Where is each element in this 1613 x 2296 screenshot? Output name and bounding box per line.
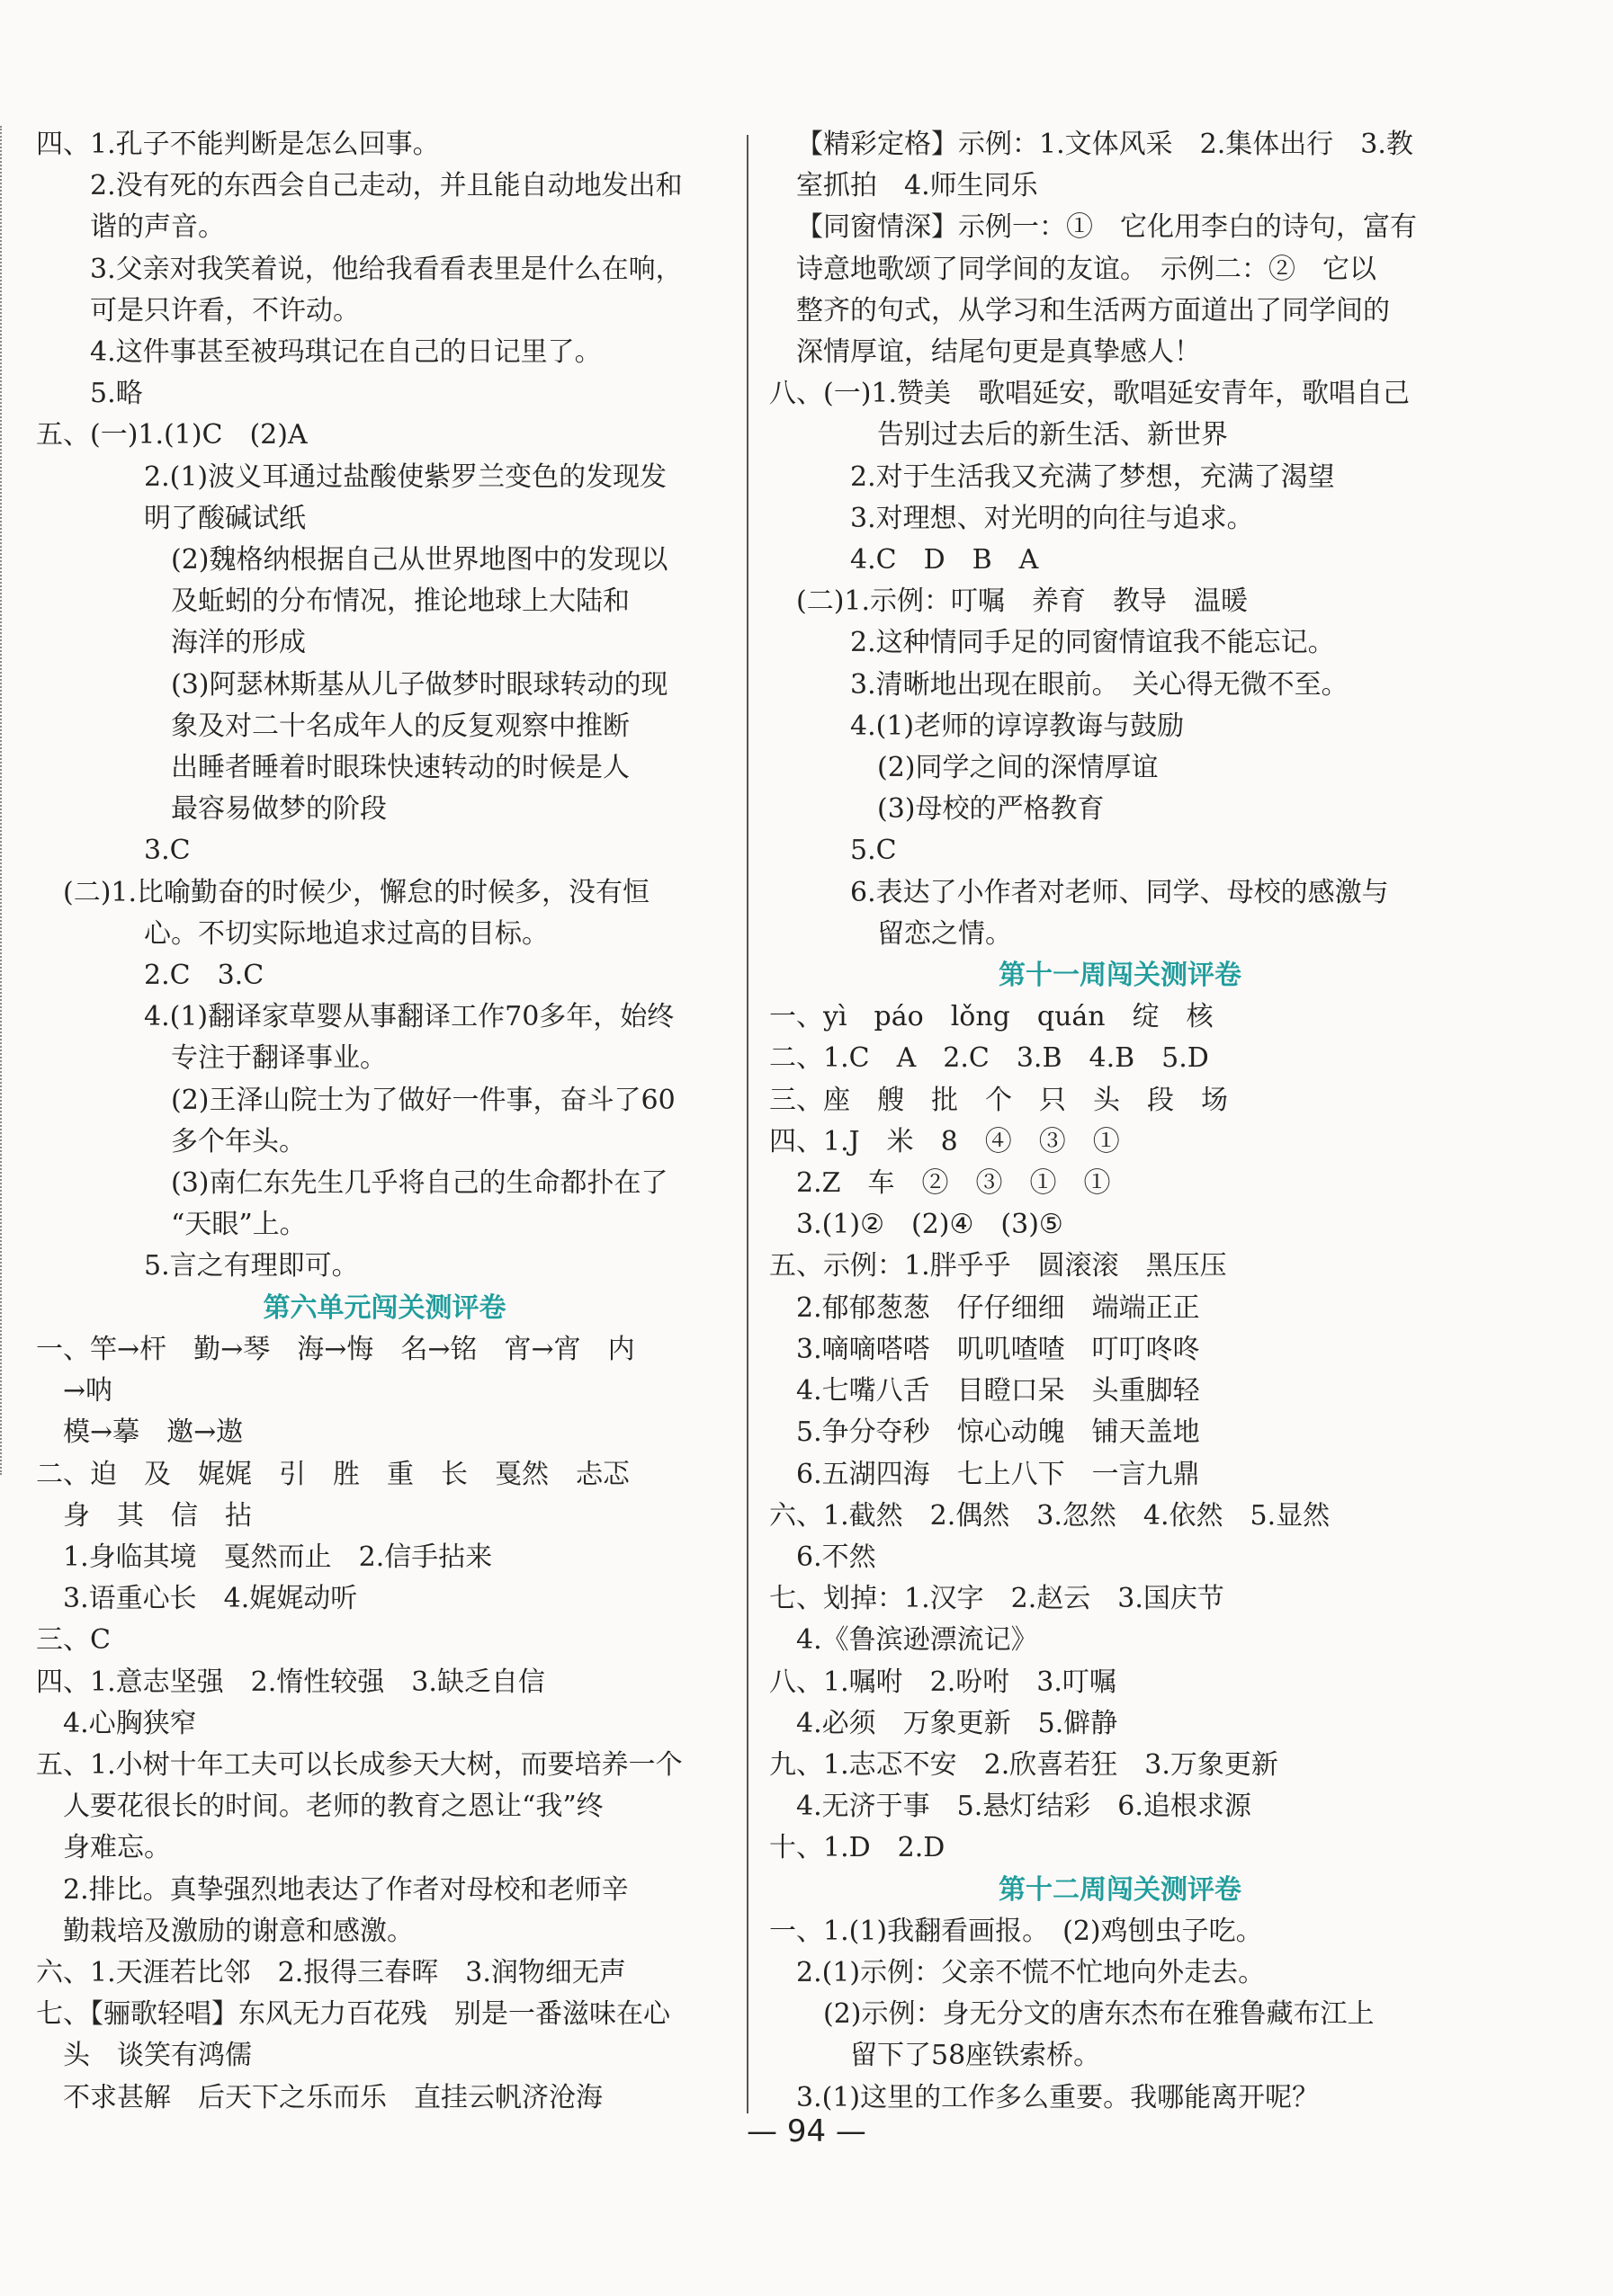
answer-line: 模→摹 邀→遨: [63, 1416, 244, 1449]
answer-line: 6.不然: [796, 1541, 876, 1573]
answer-line: 4.C D B A: [850, 544, 1039, 576]
answer-line: 3.清晰地出现在眼前。 关心得无微不至。: [850, 668, 1349, 701]
answer-line: 【精彩定格】示例：1.文体风采 2.集体出行 3.教: [796, 129, 1413, 160]
answer-line: (2)魏格纳根据自己从世界地图中的发现以: [171, 544, 668, 576]
answer-line: (3)南仁东先生几乎将自己的生命都扑在了: [171, 1167, 668, 1200]
answer-line: 及蚯蚓的分布情况，推论地球上大陆和: [171, 585, 630, 618]
answer-line: 4.(1)老师的谆谆教诲与鼓励: [850, 710, 1185, 742]
answer-line: 五、1.小树十年工夫可以长成参天大树，而要培养一个: [36, 1748, 683, 1781]
answer-line: 【同窗情深】示例一：① 它化用李白的诗句，富有: [796, 211, 1417, 244]
answer-line: 六、1.天涯若比邻 2.报得三春晖 3.润物细无声: [36, 1956, 626, 1988]
answer-line: 留恋之情。: [877, 917, 1012, 950]
answer-line: 海洋的形成: [171, 627, 306, 659]
answer-line: (2)王泽山院士为了做好一件事，奋斗了60: [171, 1084, 676, 1116]
answer-line: 一、yì páo lǒng quán 绽 核: [769, 1001, 1214, 1033]
answer-line: 2.(1)波义耳通过盐酸使紫罗兰变色的发现发: [144, 460, 668, 493]
answer-line: 3.(1)这里的工作多么重要。我哪能离开呢？: [796, 2081, 1320, 2113]
answer-line: 诗意地歌颂了同学间的友谊。 示例二：② 它以: [796, 253, 1376, 285]
answer-line: 头 谈笑有鸿儒: [63, 2040, 252, 2072]
binding-edge: [0, 126, 4, 1475]
answer-line: 2.郁郁葱葱 仔仔细细 端端正正: [796, 1291, 1200, 1324]
answer-line: 五、示例：1.胖乎乎 圆滚滚 黑压压: [769, 1250, 1227, 1282]
answer-line: 4.《鲁滨逊漂流记》: [796, 1624, 1038, 1657]
answer-line: 象及对二十名成年人的反复观察中推断: [171, 710, 630, 742]
answer-line: 3.(1)② (2)④ (3)⑤: [796, 1209, 1063, 1241]
answer-line: 2.这种情同手足的同窗情谊我不能忘记。: [850, 627, 1335, 659]
page-number: — 94 —: [747, 2113, 866, 2149]
answer-line: (3)阿瑟林斯基从儿子做梦时眼球转动的现: [171, 668, 668, 701]
right-column: [769, 124, 1471, 2119]
answer-line: 勤栽培及激励的谢意和感激。: [63, 1915, 414, 1947]
answer-line: 4.这件事甚至被玛琪记在自己的日记里了。: [90, 336, 602, 369]
answer-line: 人要花很长的时间。老师的教育之恩让“我”终: [63, 1791, 604, 1823]
answer-line: 4.无济于事 5.悬灯结彩 6.追根求源: [796, 1791, 1251, 1823]
answer-line: (2)示例：身无分文的唐东杰布在雅鲁藏布江上: [823, 1998, 1375, 2031]
answer-line: 三、C: [36, 1624, 111, 1657]
answer-line: 出睡者睡着时眼珠快速转动的时候是人: [171, 752, 630, 784]
answer-line: 4.七嘴八舌 目瞪口呆 头重脚轻: [796, 1375, 1200, 1407]
answer-line: 专注于翻译事业。: [171, 1042, 387, 1075]
answer-line: (二)1.比喻勤奋的时候少，懈怠的时候多，没有恒: [63, 876, 650, 908]
answer-line: 四、1.孔子不能判断是怎么回事。: [36, 129, 440, 160]
answer-line: 整齐的句式，从学习和生活两方面道出了同学间的: [796, 294, 1390, 326]
answer-line: 4.必须 万象更新 5.僻静: [796, 1707, 1118, 1739]
answer-line: 6.五湖四海 七上八下 一言九鼎: [796, 1458, 1200, 1490]
answer-line: 5.言之有理即可。: [144, 1250, 359, 1282]
answer-line: 明了酸碱试纸: [144, 502, 306, 534]
answer-line: 2.没有死的东西会自己走动，并且能自动地发出和: [90, 170, 683, 202]
answer-line: 二、迫 及 娓娓 引 胜 重 长 戛然 忐忑: [36, 1458, 630, 1490]
answer-line: 身 其 信 拈: [63, 1499, 252, 1532]
answer-line: 心。不切实际地追求过高的目标。: [144, 917, 549, 950]
left-column: [36, 124, 733, 2119]
answer-line: 室抓拍 4.师生同乐: [796, 170, 1038, 202]
answer-line: 可是只许看，不许动。: [90, 294, 360, 326]
answer-line: 深情厚谊，结尾句更是真挚感人！: [796, 336, 1201, 369]
answer-line: 五、(一)1.(1)C (2)A: [36, 419, 308, 451]
answer-line: 留下了58座铁索桥。: [850, 2040, 1101, 2072]
answer-line: 4.(1)翻译家草婴从事翻译工作70多年，始终: [144, 1001, 675, 1033]
answer-line: 告别过去后的新生活、新世界: [877, 419, 1228, 451]
answer-line: (二)1.示例：叮嘱 养育 教导 温暖: [796, 585, 1249, 618]
answer-line: 七、【骊歌轻唱】东风无力百花残 别是一番滋味在心: [36, 1998, 670, 2031]
answer-line: 4.心胸狭窄: [63, 1707, 197, 1739]
section-heading: 第十二周闯关测评卷: [999, 1873, 1241, 1906]
answer-line: 一、竿→杆 勤→琴 海→悔 名→铭 宵→宵 内: [36, 1333, 635, 1365]
answer-line: 最容易做梦的阶段: [171, 793, 387, 826]
answer-line: 3.C: [144, 835, 191, 867]
answer-line: (3)母校的严格教育: [877, 793, 1105, 826]
answer-line: 3.对理想、对光明的向往与追求。: [850, 502, 1254, 534]
answer-line: 3.嘀嘀嗒嗒 叽叽喳喳 叮叮咚咚: [796, 1333, 1200, 1365]
answer-line: 3.语重心长 4.娓娓动听: [63, 1583, 358, 1615]
answer-line: 多个年头。: [171, 1125, 306, 1157]
answer-line: 三、座 艘 批 个 只 头 段 场: [769, 1084, 1228, 1116]
answer-line: 二、1.C A 2.C 3.B 4.B 5.D: [769, 1042, 1209, 1075]
answer-line: 2.C 3.C: [144, 960, 264, 992]
answer-line: 2.Z 车 ② ③ ① ①: [796, 1167, 1111, 1200]
answer-line: “天眼”上。: [171, 1209, 307, 1241]
section-heading: 第六单元闯关测评卷: [263, 1291, 506, 1324]
answer-line: 6.表达了小作者对老师、同学、母校的感激与: [850, 876, 1389, 908]
answer-line: 八、1.嘱咐 2.吩咐 3.叮嘱: [769, 1666, 1116, 1698]
answer-line: 3.父亲对我笑着说，他给我看看表里是什么在响，: [90, 253, 683, 285]
answer-line: 不求甚解 后天下之乐而乐 直挂云帆济沧海: [63, 2081, 603, 2113]
answer-line: 四、1.意志坚强 2.惰性较强 3.缺乏自信: [36, 1666, 545, 1698]
answer-line: 身难忘。: [63, 1832, 171, 1864]
answer-line: →呐: [63, 1375, 113, 1407]
answer-line: 2.排比。真挚强烈地表达了作者对母校和老师辛: [63, 1873, 629, 1906]
answer-line: 八、(一)1.赞美 歌唱延安，歌唱延安青年，歌唱自己: [769, 378, 1411, 410]
answer-line: 5.略: [90, 378, 143, 410]
answer-line: 十、1.D 2.D: [769, 1832, 945, 1864]
answer-line: 六、1.截然 2.偶然 3.忽然 4.依然 5.显然: [769, 1499, 1331, 1532]
section-heading: 第十一周闯关测评卷: [999, 960, 1241, 992]
answer-line: 2.对于生活我又充满了梦想，充满了渴望: [850, 460, 1335, 493]
answer-line: 5.C: [850, 835, 897, 867]
answer-line: 5.争分夺秒 惊心动魄 铺天盖地: [796, 1416, 1200, 1449]
answer-line: 九、1.志忑不安 2.欣喜若狂 3.万象更新: [769, 1748, 1278, 1781]
answer-line: (2)同学之间的深情厚谊: [877, 752, 1159, 784]
answer-line: 七、划掉：1.汉字 2.赵云 3.国庆节: [769, 1583, 1224, 1615]
answer-line: 四、1.J 米 8 ④ ③ ①: [769, 1125, 1120, 1157]
answer-line: 一、1.(1)我翻看画报。 (2)鸡刨虫子吃。: [769, 1915, 1263, 1947]
answer-line: 2.(1)示例：父亲不慌不忙地向外走去。: [796, 1956, 1266, 1988]
answer-line: 谐的声音。: [90, 211, 225, 244]
column-divider: [747, 135, 748, 2113]
answer-line: 1.身临其境 戛然而止 2.信手拈来: [63, 1541, 493, 1573]
